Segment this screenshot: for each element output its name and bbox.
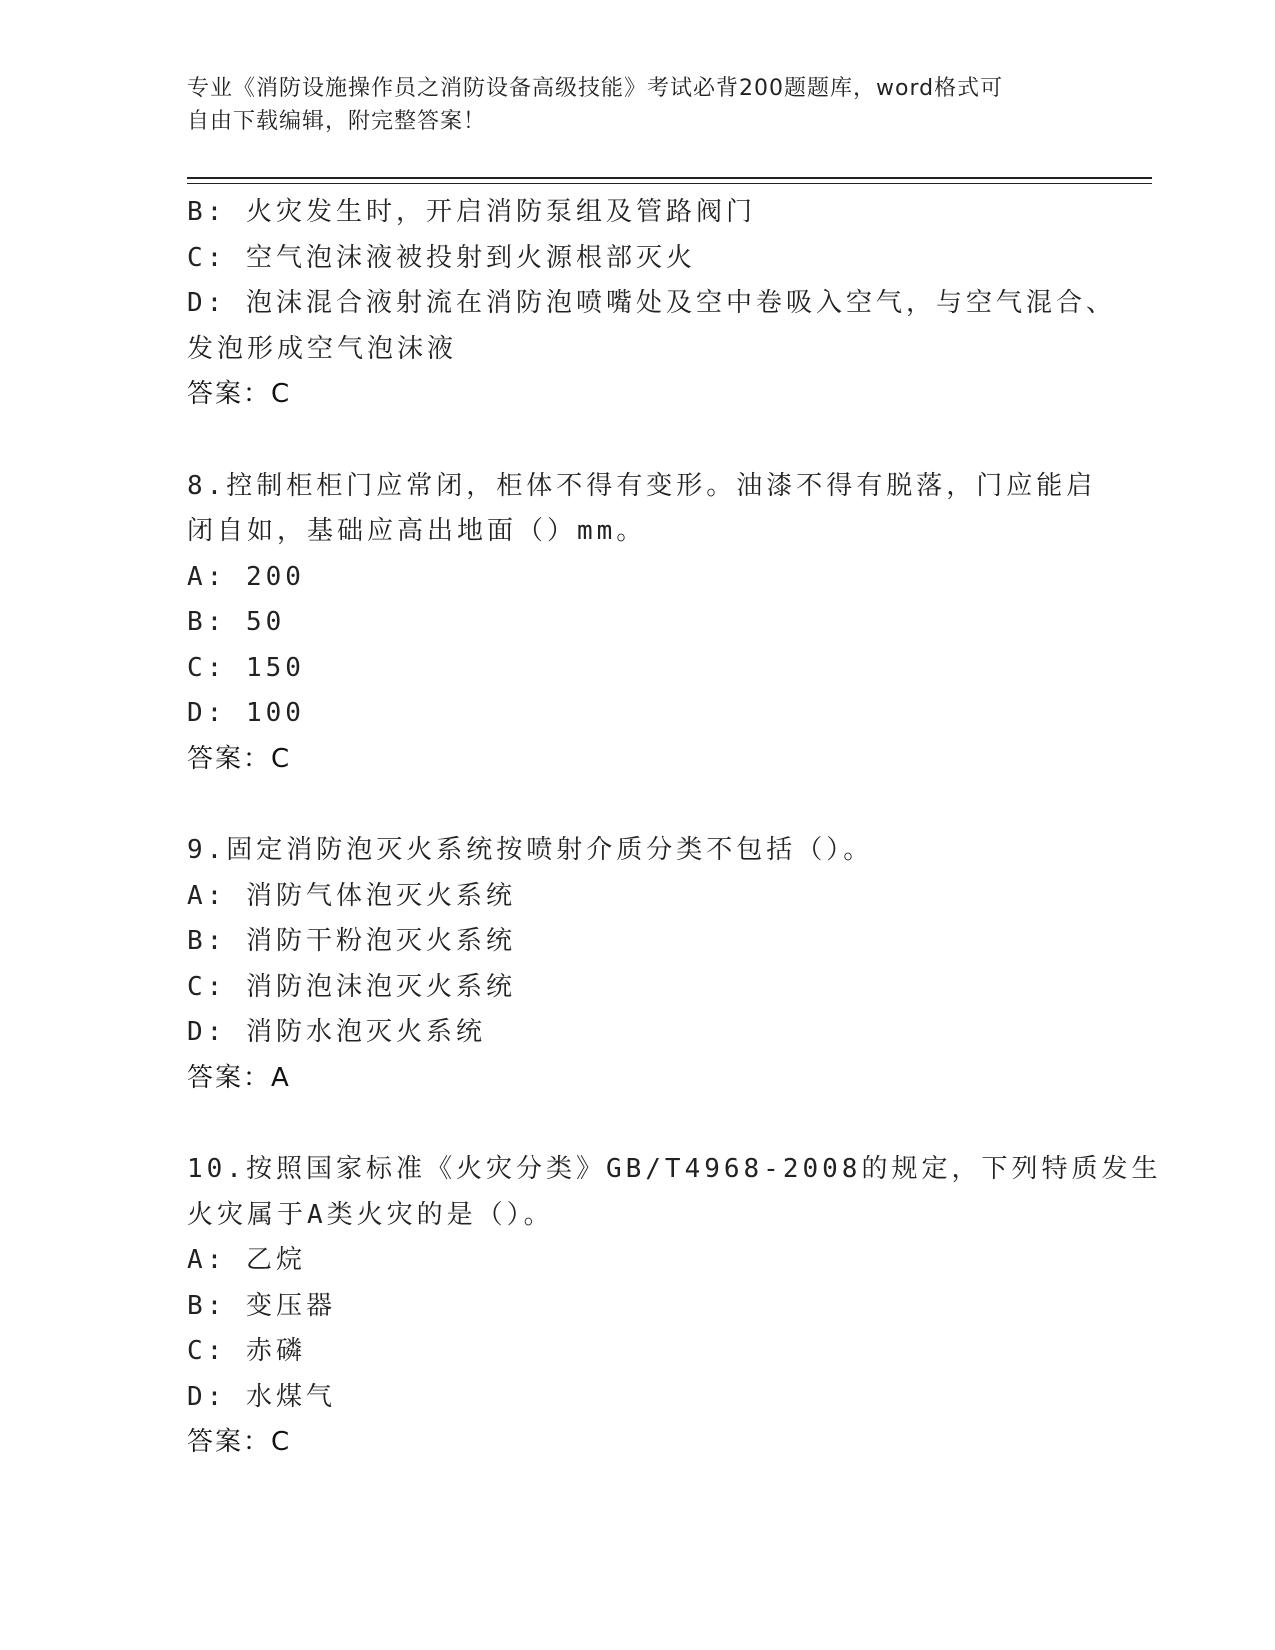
- option-d: D: 100: [187, 698, 305, 728]
- question-stem-line-2: 火灾属于A类火灾的是（）。: [187, 1199, 554, 1230]
- option-d-line-2: 发泡形成空气泡沫液: [187, 333, 458, 364]
- header-line-2: 自由下载编辑，附完整答案！: [187, 109, 487, 134]
- answer: 答案：A: [187, 1062, 291, 1093]
- question-7-tail: [187, 190, 1116, 418]
- option-b: B: 50: [187, 607, 286, 637]
- answer: 答案：C: [187, 743, 292, 774]
- option-c: C: 赤磷: [187, 1336, 306, 1366]
- question-9: [187, 828, 1087, 1101]
- document-header: [187, 72, 1067, 138]
- option-a: A: 乙烷: [187, 1245, 306, 1275]
- question-stem-line-2: 闭自如，基础应高出地面（）mm。: [187, 516, 647, 546]
- option-a: A: 200: [187, 561, 305, 592]
- answer: 答案：C: [187, 1427, 292, 1457]
- option-c: C: 150: [187, 652, 305, 683]
- option-b: B: 变压器: [187, 1290, 336, 1321]
- option-c: C: 空气泡沫液被投射到火源根部灭火: [187, 242, 696, 273]
- option-d-line-1: D: 泡沫混合液射流在消防泡喷嘴处及空中卷吸入空气，与空气混合、: [187, 288, 1116, 318]
- option-d: D: 水煤气: [187, 1381, 336, 1412]
- question-stem-line-1: 9.固定消防泡灭火系统按喷射介质分类不包括（）。: [187, 835, 874, 865]
- document-body: [187, 190, 1162, 1466]
- option-b: B: 消防干粉泡灭火系统: [187, 926, 516, 956]
- option-d: D: 消防水泡灭火系统: [187, 1017, 486, 1047]
- option-b: B: 火灾发生时，开启消防泵组及管路阀门: [187, 197, 756, 227]
- question-10: [187, 1147, 1162, 1466]
- spacer: [187, 418, 1087, 464]
- question-8: [187, 464, 1097, 783]
- option-a: A: 消防气体泡灭火系统: [187, 880, 516, 911]
- answer: 答案：C: [187, 379, 292, 409]
- header-line-1: 专业《消防设施操作员之消防设备高级技能》考试必背200题题库，word格式可: [187, 76, 1004, 101]
- question-stem-line-1: 10.按照国家标准《火灾分类》GB/T4968-2008的规定，下列特质发生: [187, 1154, 1162, 1184]
- header-divider-thick: [187, 177, 1152, 179]
- option-c: C: 消防泡沫泡灭火系统: [187, 971, 516, 1002]
- header-divider-thin: [187, 183, 1152, 184]
- spacer: [187, 1101, 1087, 1147]
- spacer: [187, 782, 1087, 828]
- question-stem-line-1: 8.控制柜柜门应常闭，柜体不得有变形。油漆不得有脱落，门应能启: [187, 470, 1097, 501]
